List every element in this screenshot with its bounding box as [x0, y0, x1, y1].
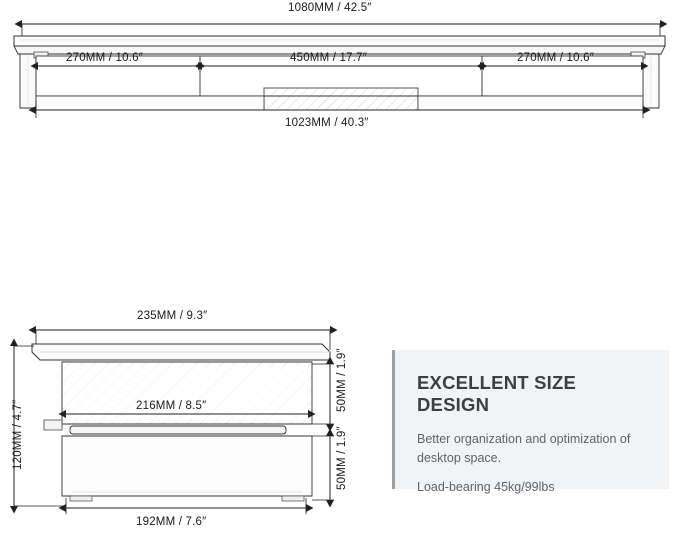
label-segment-right: 270MM / 10.6″ [517, 52, 594, 64]
side-lower-compartment [62, 436, 312, 496]
side-top-slab [32, 344, 330, 360]
label-segment-left: 270MM / 10.6″ [66, 52, 143, 64]
info-panel-title: EXCELLENT SIZE DESIGN [417, 372, 577, 415]
dim-lower-gap [312, 436, 334, 500]
label-top-depth: 235MM / 9.3″ [137, 310, 208, 322]
label-segment-center: 450MM / 17.7″ [290, 52, 367, 64]
dim-upper-gap [312, 364, 334, 424]
label-shelf-depth: 216MM / 8.5″ [136, 400, 207, 412]
label-overall-width: 1080MM / 42.5″ [288, 2, 372, 14]
label-lower-gap: 50MM / 1.9″ [336, 426, 348, 490]
side-upper-compartment [62, 362, 312, 424]
label-upper-gap: 50MM / 1.9″ [336, 348, 348, 412]
front-view-group [14, 24, 665, 118]
side-base-feet [70, 496, 304, 501]
info-panel-line-2: desktop space. [417, 451, 502, 465]
dim-base-depth [66, 498, 306, 514]
label-total-height: 120MM / 4.7″ [12, 399, 24, 470]
info-panel-load-bearing: Load-bearing 45kg/99lbs [417, 480, 555, 494]
label-inner-width: 1023MM / 40.3″ [285, 117, 369, 129]
info-panel-line-1: Better organization and optimization of [417, 432, 631, 446]
label-base-depth: 192MM / 7.6″ [136, 516, 207, 528]
info-panel [392, 350, 669, 494]
under-shelf-body [36, 56, 643, 110]
side-view-group [14, 330, 334, 514]
